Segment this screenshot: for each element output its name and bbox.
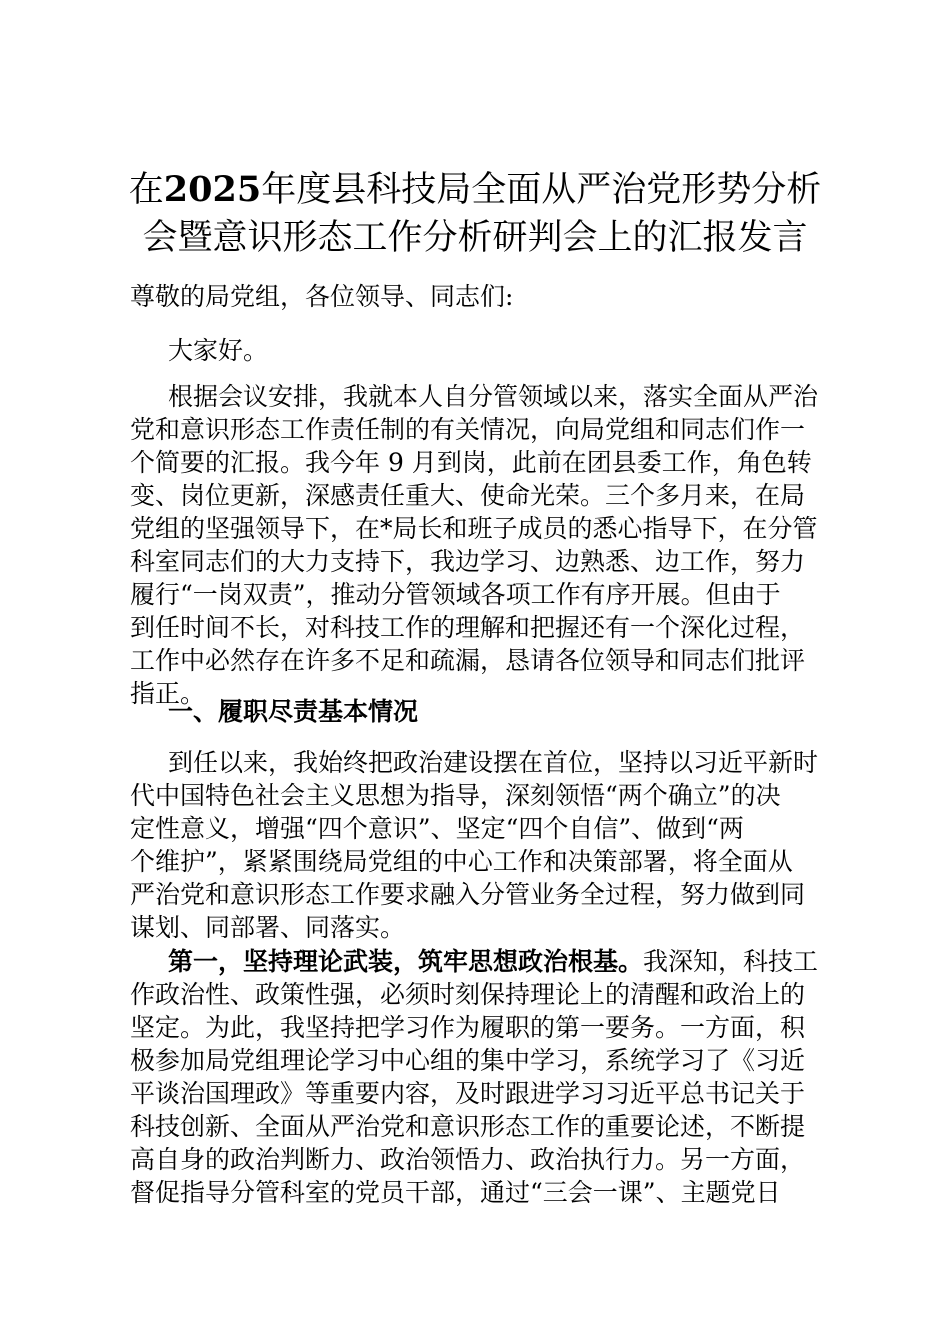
paragraph-line: 谋划、同部署、同落实。	[130, 913, 406, 942]
paragraph-3	[130, 945, 830, 1209]
salutation	[130, 280, 830, 313]
paragraph-line: 坚定。为此，我坚持把学习作为履职的第一要务。一方面，积	[130, 1013, 806, 1042]
paragraph-line: 指正。	[130, 679, 206, 708]
title-year: 2025	[163, 169, 262, 210]
paragraph-line: 个简要的汇报。我今年 9 月到岗，此前在团县委工作，角色转	[130, 448, 812, 477]
paragraph-line: 党和意识形态工作责任制的有关情况，向局党组和同志们作一	[130, 415, 806, 444]
paragraph-2	[130, 746, 830, 944]
paragraph-line: 根据会议安排，我就本人自分管领域以来，落实全面从严治	[168, 382, 819, 411]
title-line-1	[100, 166, 850, 214]
paragraph-lead-rest: 我深知，科技工	[643, 947, 819, 976]
paragraph-lead-line	[130, 945, 830, 978]
section-heading-text: 一、履职尽责基本情况	[168, 697, 419, 726]
title-suffix: 年度县科技局全面从严治党形势分析	[261, 170, 822, 210]
paragraph-line: 变、岗位更新，深感责任重大、使命光荣。三个多月来，在局	[130, 481, 806, 510]
hello-text: 大家好。	[168, 336, 269, 365]
paragraph-line: 督促指导分管科室的党员干部，通过“三会一课”、主题党日	[130, 1178, 781, 1207]
paragraph-line: 平谈治国理政》等重要内容，及时跟进学习习近平总书记关于	[130, 1079, 806, 1108]
hello-line	[130, 334, 830, 367]
paragraph-line: 党组的坚强领导下，在*局长和班子成员的悉心指导下，在分管	[130, 514, 818, 543]
paragraph-line: 极参加局党组理论学习中心组的集中学习，系统学习了《习近	[130, 1046, 806, 1075]
title-prefix: 在	[128, 170, 164, 210]
paragraph-line: 到任以来，我始终把政治建设摆在首位，坚持以习近平新时	[168, 748, 819, 777]
section-heading-1	[130, 695, 830, 728]
paragraph-line: 工作中必然存在许多不足和疏漏，恳请各位领导和同志们批评	[130, 646, 806, 675]
paragraph-line: 到任时间不长，对科技工作的理解和把握还有一个深化过程，	[130, 613, 806, 642]
paragraph-line: 高自身的政治判断力、政治领悟力、政治执行力。另一方面，	[130, 1145, 806, 1174]
paragraph-line: 代中国特色社会主义思想为指导，深刻领悟“两个确立”的决	[130, 781, 781, 810]
paragraph-line: 个维护”，紧紧围绕局党组的中心工作和决策部署，将全面从	[130, 847, 793, 876]
document-title	[100, 166, 850, 262]
paragraph-line: 科室同志们的大力支持下，我边学习、边熟悉、边工作，努力	[130, 547, 806, 576]
title-line-2: 会暨意识形态工作分析研判会上的汇报发言	[142, 218, 808, 258]
paragraph-line: 严治党和意识形态工作要求融入分管业务全过程，努力做到同	[130, 880, 806, 909]
paragraph-line: 履行“一岗双责”，推动分管领域各项工作有序开展。但由于	[130, 580, 781, 609]
paragraph-line: 定性意义，增强“四个意识”、坚定“四个自信”、做到“两	[130, 814, 744, 843]
paragraph-1	[130, 380, 830, 710]
paragraph-line: 科技创新、全面从严治党和意识形态工作的重要论述，不断提	[130, 1112, 806, 1141]
paragraph-lead-bold: 第一，坚持理论武装，筑牢思想政治根基。	[168, 947, 644, 976]
salutation-text: 尊敬的局党组，各位领导、同志们:	[130, 282, 514, 311]
paragraph-line: 作政治性、政策性强，必须时刻保持理论上的清醒和政治上的	[130, 980, 806, 1009]
